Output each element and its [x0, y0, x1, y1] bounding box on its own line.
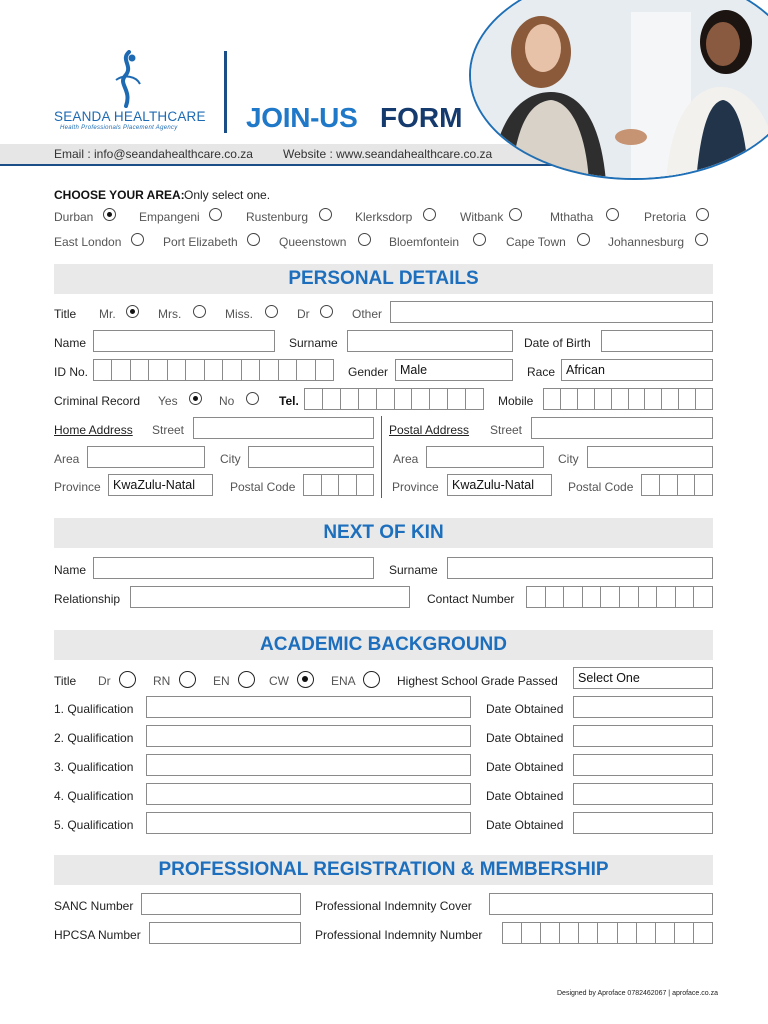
home-province-label: Province [54, 480, 101, 494]
kin-name-label: Name [54, 563, 87, 577]
digit-cell[interactable] [642, 475, 660, 495]
digit-cell[interactable] [583, 587, 602, 607]
digit-cell[interactable] [297, 360, 315, 380]
qualification-2-input[interactable] [146, 725, 471, 747]
digit-cell[interactable] [316, 360, 333, 380]
postal-city-input[interactable] [587, 446, 713, 468]
postal-street-input[interactable] [531, 417, 713, 439]
digit-cell[interactable] [675, 923, 694, 943]
academic-option-dr-radio[interactable] [119, 671, 136, 688]
digit-cell[interactable] [657, 587, 676, 607]
digit-cell[interactable] [339, 475, 357, 495]
area-option-bloemfontein-label: Bloemfontein [389, 235, 460, 249]
other-title-input[interactable] [390, 301, 713, 323]
digit-cell[interactable] [694, 587, 712, 607]
race-label: Race [527, 365, 556, 379]
section-next-of-kin: NEXT OF KIN [54, 518, 713, 548]
area-option-port-elizabeth-label: Port Elizabeth [163, 235, 238, 249]
criminal-yes-radio[interactable] [189, 392, 202, 405]
qualification-3-label: 3. Qualification [54, 760, 134, 774]
name-input[interactable] [93, 330, 275, 352]
area-option-johannesburg-label: Johannesburg [608, 235, 685, 249]
section-professional-registration: PROFESSIONAL REGISTRATION & MEMBERSHIP [54, 855, 713, 885]
digit-cell[interactable] [260, 360, 278, 380]
digit-cell[interactable] [131, 360, 149, 380]
digit-cell[interactable] [430, 389, 448, 409]
area-option-mthatha-radio[interactable] [606, 208, 619, 221]
academic-option-rn-radio[interactable] [179, 671, 196, 688]
home-street-input[interactable] [193, 417, 374, 439]
postal-street-label: Street [490, 423, 523, 437]
area-option-durban-label: Durban [54, 210, 94, 224]
home-city-label: City [220, 452, 241, 466]
digit-cell[interactable] [279, 360, 297, 380]
name-label: Name [54, 336, 87, 350]
title-option-miss-radio[interactable] [265, 305, 278, 318]
digit-cell[interactable] [112, 360, 130, 380]
home-address-label: Home Address [54, 423, 133, 437]
digit-cell[interactable] [579, 923, 598, 943]
digit-cell[interactable] [629, 389, 646, 409]
digit-cell[interactable] [695, 475, 712, 495]
digit-cell[interactable] [466, 389, 483, 409]
digit-cell[interactable] [676, 587, 695, 607]
id-label: ID No. [54, 365, 89, 379]
area-option-east-london-radio[interactable] [131, 233, 144, 246]
digit-cell[interactable] [544, 389, 561, 409]
area-option-cape-town-label: Cape Town [506, 235, 566, 249]
home-street-label: Street [152, 423, 185, 437]
digit-cell[interactable] [503, 923, 522, 943]
date-obtained-3-input[interactable] [573, 754, 713, 776]
tel-cells[interactable] [304, 388, 484, 410]
qualification-3-input[interactable] [146, 754, 471, 776]
area-option-rustenburg-label: Rustenburg [246, 210, 309, 224]
digit-cell[interactable] [601, 587, 620, 607]
mobile-label: Mobile [498, 394, 534, 408]
digit-cell[interactable] [564, 587, 583, 607]
kin-contact-cells[interactable] [526, 586, 713, 608]
academic-option-ena-radio[interactable] [363, 671, 380, 688]
brand-name: SEANDA HEALTHCARE [54, 109, 206, 124]
date-obtained-2-input[interactable] [573, 725, 713, 747]
kin-contact-label: Contact Number [427, 592, 515, 606]
digit-cell[interactable] [448, 389, 466, 409]
digit-cell[interactable] [637, 923, 656, 943]
brand-tagline: Health Professionals Placement Agency [60, 125, 178, 131]
qualification-1-label: 1. Qualification [54, 702, 134, 716]
digit-cell[interactable] [598, 923, 617, 943]
postal-city-label: City [558, 452, 579, 466]
digit-cell[interactable] [242, 360, 260, 380]
home-area-label: Area [54, 452, 80, 466]
indemnity-cover-label: Professional Indemnity Cover [315, 899, 472, 913]
digit-cell[interactable] [341, 389, 359, 409]
surname-label: Surname [289, 336, 338, 350]
academic-option-en-label: EN [213, 674, 230, 688]
title-label: Title [54, 307, 77, 321]
mobile-cells[interactable] [543, 388, 713, 410]
section-personal-details: PERSONAL DETAILS [54, 264, 713, 294]
grade-label: Highest School Grade Passed [397, 674, 558, 688]
gender-select[interactable]: Male [395, 359, 513, 381]
dob-label: Date of Birth [524, 336, 591, 350]
race-select[interactable]: African [561, 359, 713, 381]
area-option-mthatha-label: Mthatha [550, 210, 594, 224]
title-option-dr-radio[interactable] [320, 305, 333, 318]
postal-province-label: Province [392, 480, 439, 494]
digit-cell[interactable] [645, 389, 662, 409]
digit-cell[interactable] [639, 587, 658, 607]
home-area-input[interactable] [87, 446, 205, 468]
criminal-no-label: No [219, 394, 235, 408]
digit-cell[interactable] [186, 360, 204, 380]
section-academic-background: ACADEMIC BACKGROUND [54, 630, 713, 660]
hpcsa-label: HPCSA Number [54, 928, 141, 942]
qualification-5-label: 5. Qualification [54, 818, 134, 832]
area-option-durban-radio[interactable] [103, 208, 116, 221]
digit-cell[interactable] [694, 923, 712, 943]
sanc-label: SANC Number [54, 899, 134, 913]
indemnity-number-label: Professional Indemnity Number [315, 928, 483, 942]
qualification-2-label: 2. Qualification [54, 731, 134, 745]
digit-cell[interactable] [595, 389, 612, 409]
home-postal-code-label: Postal Code [230, 480, 296, 494]
title-option-mrs-label: Mrs. [158, 307, 182, 321]
digit-cell[interactable] [149, 360, 167, 380]
academic-option-en-radio[interactable] [238, 671, 255, 688]
qualification-4-label: 4. Qualification [54, 789, 134, 803]
academic-title-label: Title [54, 674, 77, 688]
title-option-mr-radio[interactable] [126, 305, 139, 318]
home-postal-code-cells[interactable] [303, 474, 374, 496]
area-option-pretoria-radio[interactable] [696, 208, 709, 221]
area-option-pretoria-label: Pretoria [644, 210, 687, 224]
tel-label: Tel. [279, 394, 299, 408]
kin-name-input[interactable] [93, 557, 374, 579]
digit-cell[interactable] [395, 389, 413, 409]
kin-surname-input[interactable] [447, 557, 713, 579]
postal-address-label: Postal Address [389, 423, 470, 437]
date-obtained-4-label: Date Obtained [486, 789, 564, 803]
footer-credit: Designed by Aproface 0782462067 | aproface.co.za [557, 990, 718, 997]
date-obtained-2-label: Date Obtained [486, 731, 564, 745]
date-obtained-3-label: Date Obtained [486, 760, 564, 774]
digit-cell[interactable] [660, 475, 678, 495]
area-heading: CHOOSE YOUR AREA: [54, 188, 185, 202]
area-option-bloemfontein-radio[interactable] [473, 233, 486, 246]
indemnity-number-cells[interactable] [502, 922, 713, 944]
digit-cell[interactable] [527, 587, 546, 607]
academic-option-dr-label: Dr [98, 674, 111, 688]
postal-postal-code-label: Postal Code [568, 480, 634, 494]
area-option-queenstown-label: Queenstown [279, 235, 347, 249]
address-divider [381, 416, 382, 498]
digit-cell[interactable] [322, 475, 340, 495]
digit-cell[interactable] [541, 923, 560, 943]
digit-cell[interactable] [223, 360, 241, 380]
digit-cell[interactable] [357, 475, 374, 495]
area-option-rustenburg-radio[interactable] [319, 208, 332, 221]
grade-select[interactable]: Select One [573, 667, 713, 689]
area-option-queenstown-radio[interactable] [358, 233, 371, 246]
other-label: Other [352, 307, 383, 321]
contact-website: Website : www.seandahealthcare.co.za [283, 147, 493, 161]
criminal-no-radio[interactable] [246, 392, 259, 405]
hpcsa-input[interactable] [149, 922, 301, 944]
digit-cell[interactable] [94, 360, 112, 380]
academic-option-cw-label: CW [269, 674, 289, 688]
title-option-mrs-radio[interactable] [193, 305, 206, 318]
digit-cell[interactable] [561, 389, 578, 409]
digit-cell[interactable] [205, 360, 223, 380]
area-option-cape-town-radio[interactable] [577, 233, 590, 246]
contact-bar [0, 144, 560, 166]
postal-area-input[interactable] [426, 446, 544, 468]
digit-cell[interactable] [412, 389, 430, 409]
form-title-part1: JOIN-US [246, 102, 358, 133]
date-obtained-5-input[interactable] [573, 812, 713, 834]
digit-cell[interactable] [678, 475, 696, 495]
gender-label: Gender [348, 365, 389, 379]
digit-cell[interactable] [305, 389, 323, 409]
qualification-1-input[interactable] [146, 696, 471, 718]
digit-cell[interactable] [618, 923, 637, 943]
digit-cell[interactable] [578, 389, 595, 409]
digit-cell[interactable] [546, 587, 565, 607]
area-option-witbank-label: Witbank [460, 210, 504, 224]
area-option-klerksdorp-radio[interactable] [423, 208, 436, 221]
digit-cell[interactable] [696, 389, 712, 409]
date-obtained-5-label: Date Obtained [486, 818, 564, 832]
digit-cell[interactable] [168, 360, 186, 380]
digit-cell[interactable] [662, 389, 679, 409]
digit-cell[interactable] [656, 923, 675, 943]
surname-input[interactable] [347, 330, 513, 352]
area-option-east-london-label: East London [54, 235, 122, 249]
area-option-klerksdorp-label: Klerksdorp [355, 210, 413, 224]
sanc-input[interactable] [141, 893, 301, 915]
postal-province-select[interactable]: KwaZulu-Natal [447, 474, 552, 496]
kin-relationship-label: Relationship [54, 592, 121, 606]
title-option-miss-label: Miss. [225, 307, 253, 321]
area-option-empangeni-label: Empangeni [139, 210, 200, 224]
postal-postal-code-cells[interactable] [641, 474, 713, 496]
qualification-5-input[interactable] [146, 812, 471, 834]
kin-relationship-input[interactable] [130, 586, 410, 608]
digit-cell[interactable] [612, 389, 629, 409]
digit-cell[interactable] [359, 389, 377, 409]
contact-email: Email : info@seandahealthcare.co.za [54, 147, 253, 161]
area-option-port-elizabeth-radio[interactable] [247, 233, 260, 246]
date-obtained-4-input[interactable] [573, 783, 713, 805]
title-option-dr-label: Dr [297, 307, 310, 321]
area-note: Only select one. [184, 188, 271, 202]
home-province-select[interactable]: KwaZulu-Natal [108, 474, 213, 496]
kin-surname-label: Surname [389, 563, 438, 577]
date-obtained-1-label: Date Obtained [486, 702, 564, 716]
area-option-witbank-radio[interactable] [509, 208, 522, 221]
area-option-empangeni-radio[interactable] [209, 208, 222, 221]
home-city-input[interactable] [248, 446, 374, 468]
indemnity-cover-input[interactable] [489, 893, 713, 915]
academic-option-rn-label: RN [153, 674, 171, 688]
digit-cell[interactable] [522, 923, 541, 943]
digit-cell[interactable] [323, 389, 341, 409]
form-title-part2: FORM [380, 102, 463, 133]
area-option-johannesburg-radio[interactable] [695, 233, 708, 246]
logo-figure-icon [110, 50, 144, 108]
qualification-4-input[interactable] [146, 783, 471, 805]
digit-cell[interactable] [377, 389, 395, 409]
date-obtained-1-input[interactable] [573, 696, 713, 718]
brand-logo [54, 50, 204, 132]
digit-cell[interactable] [304, 475, 322, 495]
digit-cell[interactable] [679, 389, 696, 409]
academic-option-ena-label: ENA [331, 674, 356, 688]
criminal-record-label: Criminal Record [54, 394, 141, 408]
criminal-yes-label: Yes [158, 394, 178, 408]
digit-cell[interactable] [620, 587, 639, 607]
header-divider [224, 51, 227, 133]
academic-option-cw-radio[interactable] [297, 671, 314, 688]
digit-cell[interactable] [560, 923, 579, 943]
id-number-cells[interactable] [93, 359, 334, 381]
title-option-mr-label: Mr. [99, 307, 116, 321]
postal-area-label: Area [393, 452, 419, 466]
dob-input[interactable] [601, 330, 713, 352]
